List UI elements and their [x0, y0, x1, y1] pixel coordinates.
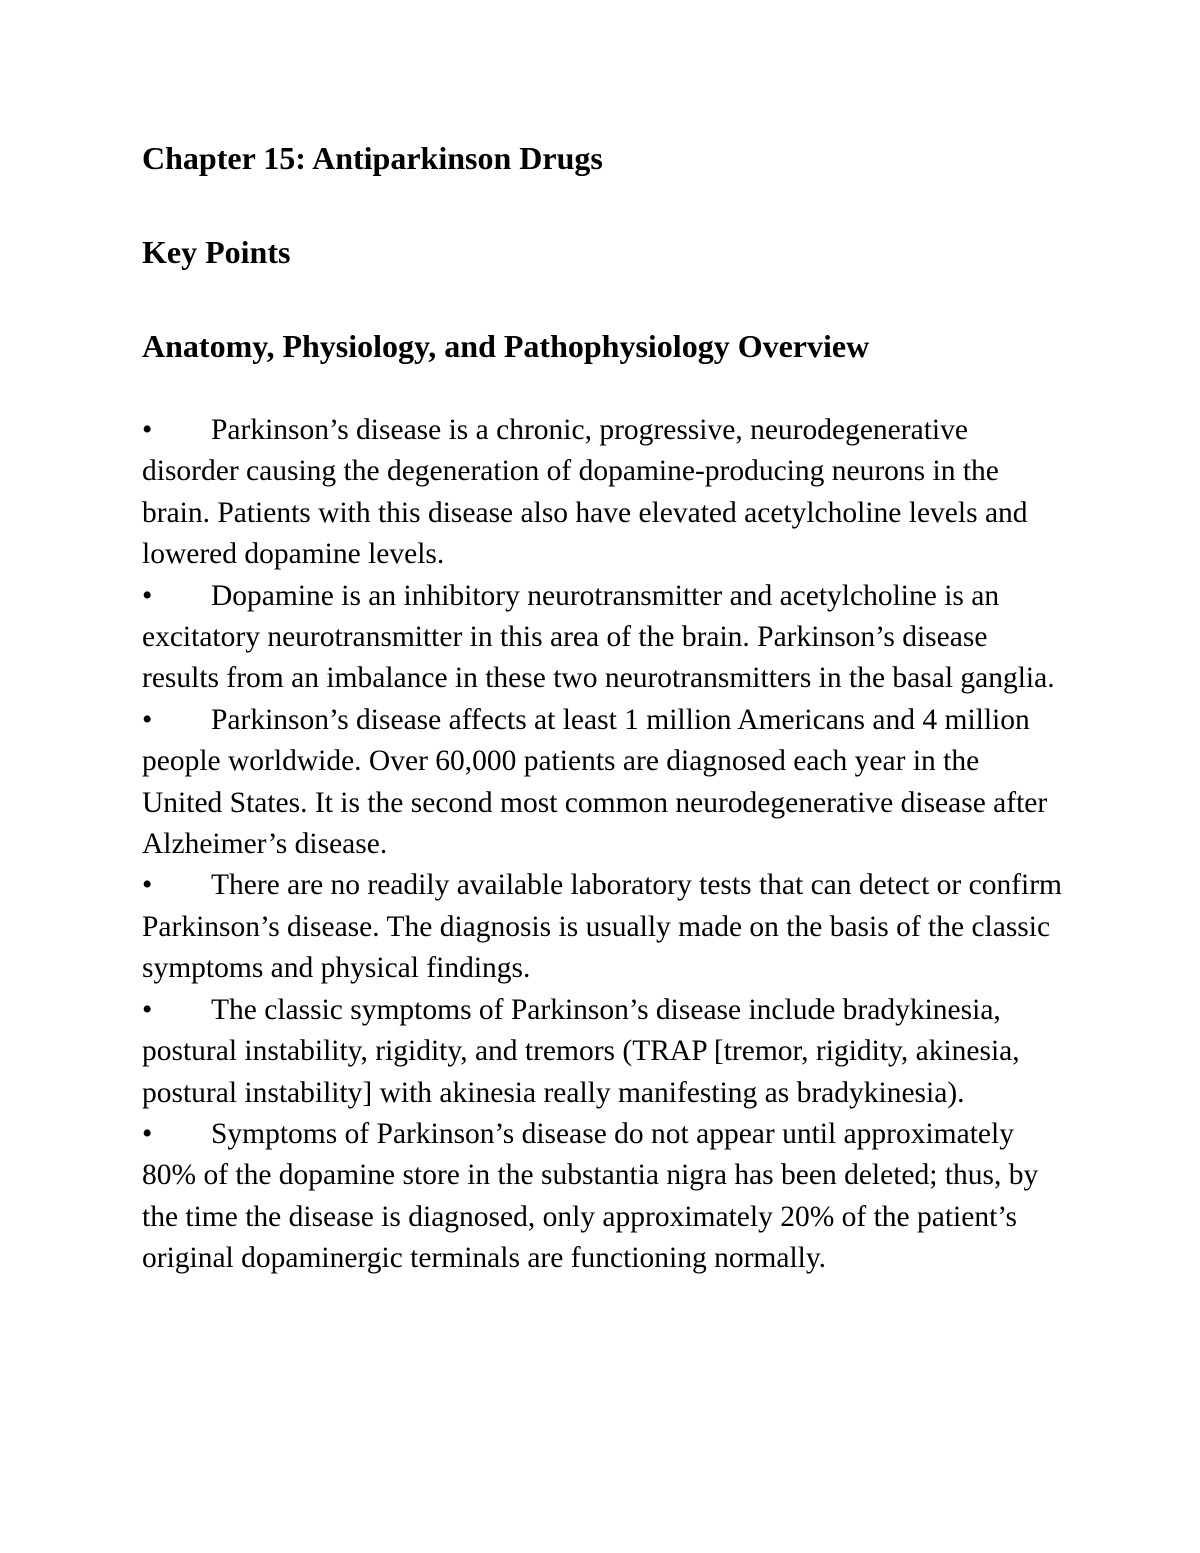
- bullet-text: Symptoms of Parkinson’s disease do not appear until approximately 80% of the dopamine store in the substantia nigra has been deleted; thus, by the time the disease is diagnosed, only approximately 20% of the patient’s original dopaminergic terminals are functioning normally.: [142, 1117, 1039, 1275]
- bullet-dot-icon: •: [142, 579, 153, 612]
- bullet-item: [142, 410, 1062, 576]
- bullet-dot-icon: •: [142, 1117, 153, 1150]
- section-heading: Anatomy, Physiology, and Pathophysiology Overview: [142, 328, 870, 364]
- bullet-dot-icon: •: [142, 993, 153, 1026]
- bullet-text: Parkinson’s disease affects at least 1 million Americans and 4 million people worldwide. Over 60,000 patients are diagnosed each year in the United States. It is the second most common neurodegenerative disease after Alzheimer’s disease.: [142, 703, 1048, 861]
- bullet-dot-icon: •: [142, 414, 153, 446]
- bullet-item: [142, 576, 1062, 700]
- bullet-item: [142, 990, 1062, 1114]
- bullet-item: [142, 865, 1062, 989]
- bullet-text: Dopamine is an inhibitory neurotransmitter and acetylcholine is an excitatory neurotransmitter in this area of the brain. Parkinson’s disease results from an imbalance in these two neurotransmitters in the basal ganglia.: [142, 579, 1055, 695]
- bullet-item: [142, 1114, 1062, 1280]
- bullet-item: [142, 700, 1062, 866]
- bullet-dot-icon: •: [142, 869, 153, 902]
- bullet-dot-icon: •: [142, 703, 153, 736]
- chapter-title: Chapter 15: Antiparkinson Drugs: [142, 140, 603, 176]
- key-points-heading: Key Points: [142, 234, 291, 270]
- bullet-text: Parkinson’s disease is a chronic, progressive, neurodegenerative disorder causing the degeneration of dopamine-producing neurons in the brain. Patients with this disease also have elevated acetylcholine levels and lowered dopamine levels.: [142, 414, 1028, 571]
- bullet-text: There are no readily available laboratory tests that can detect or confirm Parkinson’s disease. The diagnosis is usually made on the basis of the classic symptoms and physical findings.: [142, 869, 1063, 985]
- bullet-text: The classic symptoms of Parkinson’s disease include bradykinesia, postural instability, rigidity, and tremors (TRAP [tremor, rigidity, akinesia, postural instability] with akinesia really manifesting as bradykinesia).: [142, 993, 1020, 1109]
- bullet-list: [142, 410, 1062, 1280]
- document-page: [142, 136, 1062, 1280]
